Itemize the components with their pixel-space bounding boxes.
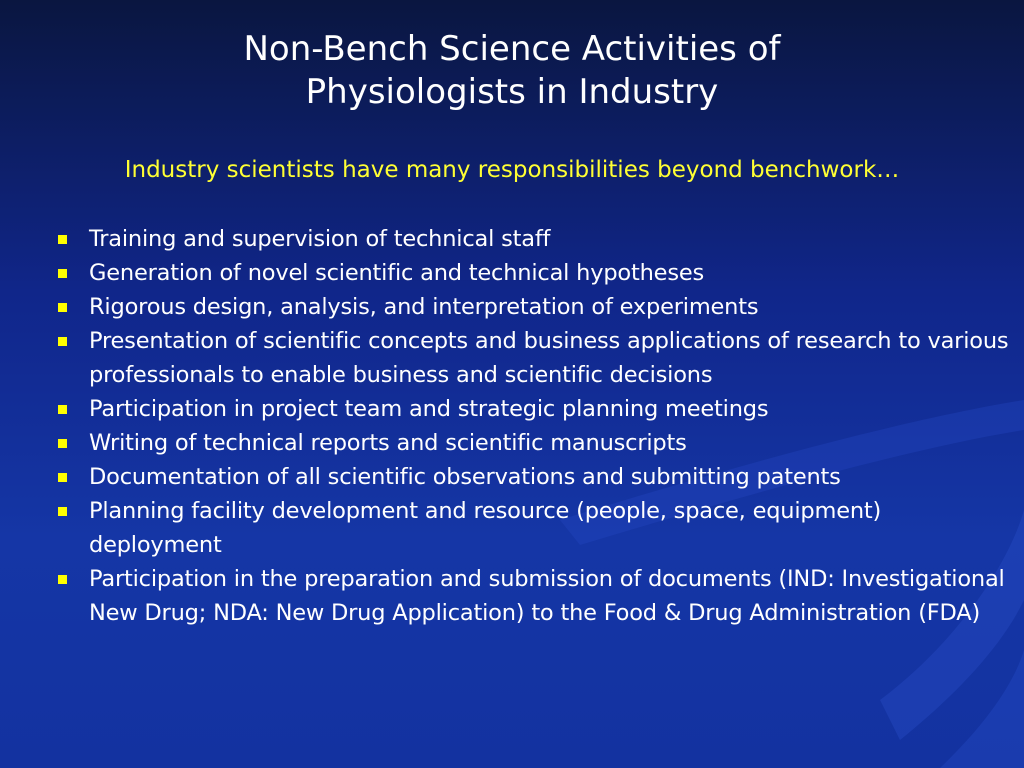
- bullet-item: [50, 324, 1010, 392]
- bullet-text: Documentation of all scientific observations and submitting patents: [89, 464, 841, 490]
- bullet-item: [50, 494, 1010, 562]
- square-bullet-icon: [58, 235, 67, 244]
- square-bullet-icon: [58, 303, 67, 312]
- bullet-item: [50, 460, 1010, 494]
- square-bullet-icon: [58, 473, 67, 482]
- bullet-item: [50, 392, 1010, 426]
- bullet-text: Participation in project team and strategic planning meetings: [89, 396, 769, 422]
- slide-title: [0, 28, 1024, 114]
- bullet-item: [50, 222, 1010, 256]
- square-bullet-icon: [58, 269, 67, 278]
- bullet-text: Training and supervision of technical staff: [89, 226, 551, 252]
- square-bullet-icon: [58, 507, 67, 516]
- bullet-item: [50, 290, 1010, 324]
- square-bullet-icon: [58, 405, 67, 414]
- bullet-item: [50, 562, 1010, 630]
- bullet-text: Generation of novel scientific and technical hypotheses: [89, 260, 705, 286]
- title-line-2: Physiologists in Industry: [305, 72, 719, 112]
- bullet-text: Writing of technical reports and scientific manuscripts: [89, 430, 687, 456]
- square-bullet-icon: [58, 439, 67, 448]
- bullet-item: [50, 256, 1010, 290]
- slide-subtitle: Industry scientists have many responsibilities beyond benchwork…: [124, 157, 900, 183]
- bullet-text: Presentation of scientific concepts and business applications of research to various professionals to enable business and scientific decisions: [89, 328, 1009, 388]
- bullet-list: [50, 222, 1010, 630]
- bullet-item: [50, 426, 1010, 460]
- square-bullet-icon: [58, 575, 67, 584]
- bullet-text: Participation in the preparation and submission of documents (IND: Investigational New Drug; NDA: New Drug Application) to the Food & Drug Administration (FDA): [89, 566, 1005, 626]
- title-line-1: Non-Bench Science Activities of: [243, 29, 781, 69]
- square-bullet-icon: [58, 337, 67, 346]
- bullet-text: Planning facility development and resource (people, space, equipment) deployment: [89, 498, 882, 558]
- bullet-text: Rigorous design, analysis, and interpretation of experiments: [89, 294, 759, 320]
